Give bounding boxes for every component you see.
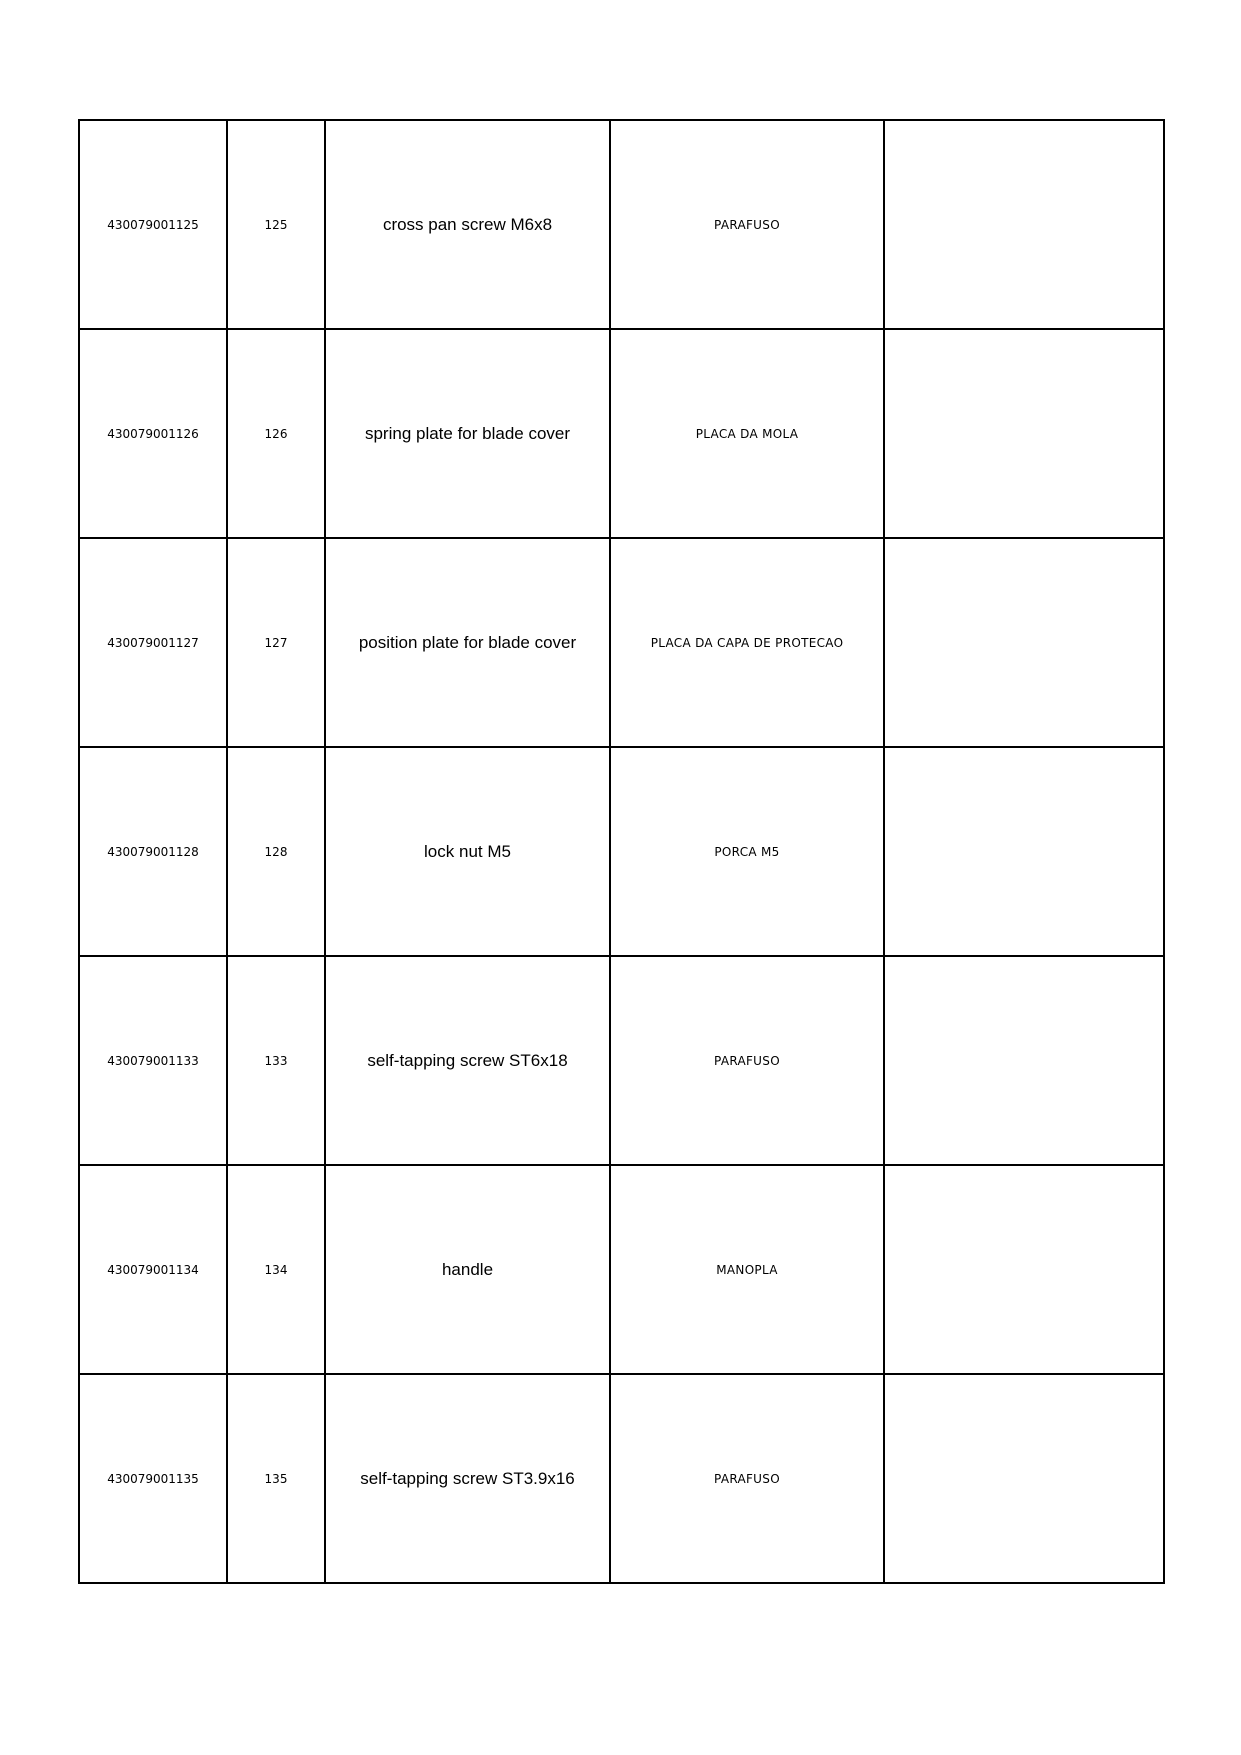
part-code-cell: 430079001126: [79, 329, 227, 538]
description-en-cell: position plate for blade cover: [325, 538, 610, 747]
reference-number-cell: 135: [227, 1374, 325, 1583]
part-code-cell: 430079001127: [79, 538, 227, 747]
description-en-cell: lock nut M5: [325, 747, 610, 956]
notes-cell: [884, 538, 1164, 747]
reference-number-cell: 128: [227, 747, 325, 956]
description-pt-cell: MANOPLA: [610, 1165, 884, 1374]
part-code-cell: 430079001133: [79, 956, 227, 1165]
reference-number-cell: 126: [227, 329, 325, 538]
notes-cell: [884, 747, 1164, 956]
reference-number-cell: 133: [227, 956, 325, 1165]
description-pt-cell: PLACA DA MOLA: [610, 329, 884, 538]
reference-number-cell: 127: [227, 538, 325, 747]
description-en-cell: self-tapping screw ST3.9x16: [325, 1374, 610, 1583]
notes-cell: [884, 120, 1164, 329]
notes-cell: [884, 1374, 1164, 1583]
description-en-cell: self-tapping screw ST6x18: [325, 956, 610, 1165]
part-code-cell: 430079001134: [79, 1165, 227, 1374]
notes-cell: [884, 329, 1164, 538]
table-row: [79, 1165, 1164, 1374]
description-en-cell: spring plate for blade cover: [325, 329, 610, 538]
description-pt-cell: PARAFUSO: [610, 1374, 884, 1583]
part-code-cell: 430079001128: [79, 747, 227, 956]
description-en-cell: cross pan screw M6x8: [325, 120, 610, 329]
description-pt-cell: PORCA M5: [610, 747, 884, 956]
table-row: [79, 747, 1164, 956]
table-row: [79, 956, 1164, 1165]
parts-table: [78, 119, 1165, 1584]
description-pt-cell: PARAFUSO: [610, 956, 884, 1165]
table-row: [79, 538, 1164, 747]
parts-table-body: [79, 120, 1164, 1583]
description-en-cell: handle: [325, 1165, 610, 1374]
reference-number-cell: 125: [227, 120, 325, 329]
part-code-cell: 430079001125: [79, 120, 227, 329]
description-pt-cell: PARAFUSO: [610, 120, 884, 329]
part-code-cell: 430079001135: [79, 1374, 227, 1583]
table-row: [79, 120, 1164, 329]
notes-cell: [884, 1165, 1164, 1374]
notes-cell: [884, 956, 1164, 1165]
table-row: [79, 329, 1164, 538]
description-pt-cell: PLACA DA CAPA DE PROTECAO: [610, 538, 884, 747]
table-row: [79, 1374, 1164, 1583]
reference-number-cell: 134: [227, 1165, 325, 1374]
